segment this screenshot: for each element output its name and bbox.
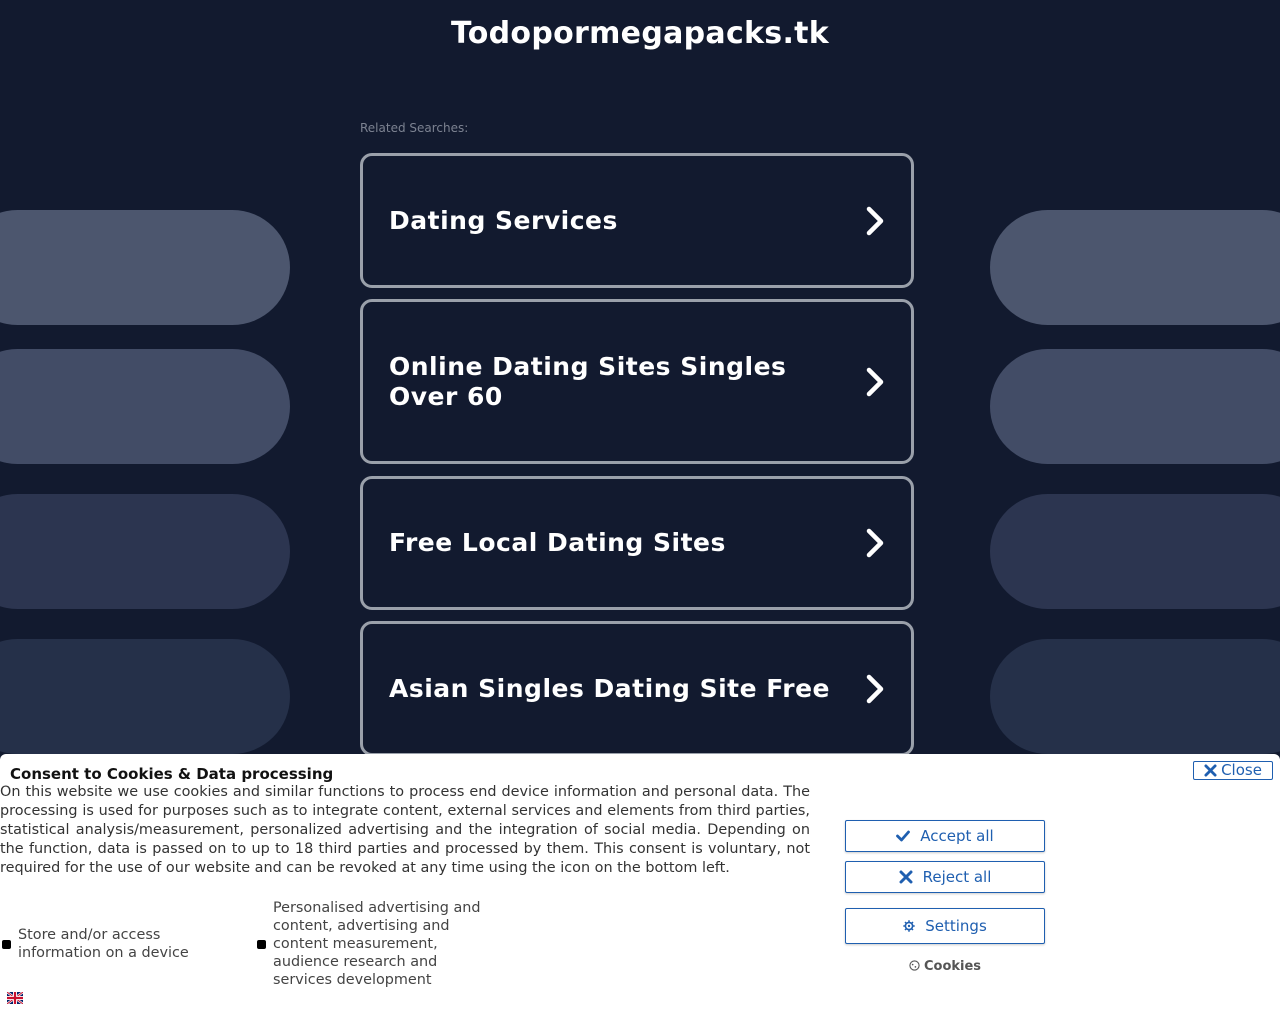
cookie-description: On this website we use cookies and similar functions to process end device information and personal data. The processing is used for purposes such as to integrate content, external services and elements from third parties, statistical analysis/measurement, personalized advertising and the integration of social media. Depending on the function, data is passed on to up to 18 third parties and processed by them. This consent is voluntary, not required for the use of our website and can be revoked at any time using the icon on the bottom left. <box>0 784 810 876</box>
settings-button[interactable] <box>845 908 1045 944</box>
decorative-pill <box>990 639 1280 754</box>
decorative-pill <box>990 210 1280 325</box>
related-search-link[interactable] <box>360 476 914 610</box>
decorative-pill <box>0 210 290 325</box>
reject-all-button[interactable] <box>845 861 1045 893</box>
decorative-pill <box>990 349 1280 464</box>
close-label: Close <box>1221 761 1262 779</box>
related-search-label: Free Local Dating Sites <box>389 528 726 557</box>
reject-all-label: Reject all <box>922 868 992 886</box>
chevron-right-icon <box>859 527 891 559</box>
check-icon <box>896 830 910 842</box>
chevron-right-icon <box>859 366 891 398</box>
chevron-right-icon <box>859 205 891 237</box>
related-search-link[interactable] <box>360 621 914 756</box>
accept-all-button[interactable] <box>845 820 1045 852</box>
related-search-link[interactable] <box>360 153 914 288</box>
accept-all-label: Accept all <box>920 827 994 845</box>
decorative-pill <box>0 494 290 609</box>
related-search-label: Dating Services <box>389 205 618 235</box>
related-search-label: Asian Singles Dating Site Free <box>389 673 830 703</box>
cookie-icon <box>909 960 920 971</box>
cookie-consent-panel <box>0 754 1280 1024</box>
purpose-label: Store and/or access information on a device <box>18 927 189 961</box>
purpose-item <box>2 926 242 966</box>
uk-flag-icon[interactable] <box>7 992 23 1004</box>
chevron-right-icon <box>859 673 891 705</box>
gear-icon <box>903 920 915 932</box>
cookie-title: Consent to Cookies & Data processing <box>10 765 334 783</box>
decorative-pill <box>990 494 1280 609</box>
related-search-link[interactable] <box>360 299 914 464</box>
x-icon <box>1204 764 1217 777</box>
decorative-pill <box>0 639 290 754</box>
close-button[interactable] <box>1193 761 1273 780</box>
purpose-item <box>257 899 507 991</box>
decorative-pill <box>0 349 290 464</box>
cookies-label: Cookies <box>923 959 982 974</box>
purpose-label: Personalised advertising and content, advertising and content measurement, audience research and services development <box>273 900 481 988</box>
settings-label: Settings <box>925 917 987 935</box>
related-search-label: Online Dating Sites Singles Over 60 <box>389 351 787 411</box>
bullet-icon <box>257 940 266 949</box>
related-searches-label: Related Searches: <box>360 121 469 135</box>
x-icon <box>899 870 913 884</box>
cookies-link[interactable] <box>845 959 1045 974</box>
bullet-icon <box>2 940 11 949</box>
site-title: Todopormegapacks.tk <box>450 16 830 51</box>
